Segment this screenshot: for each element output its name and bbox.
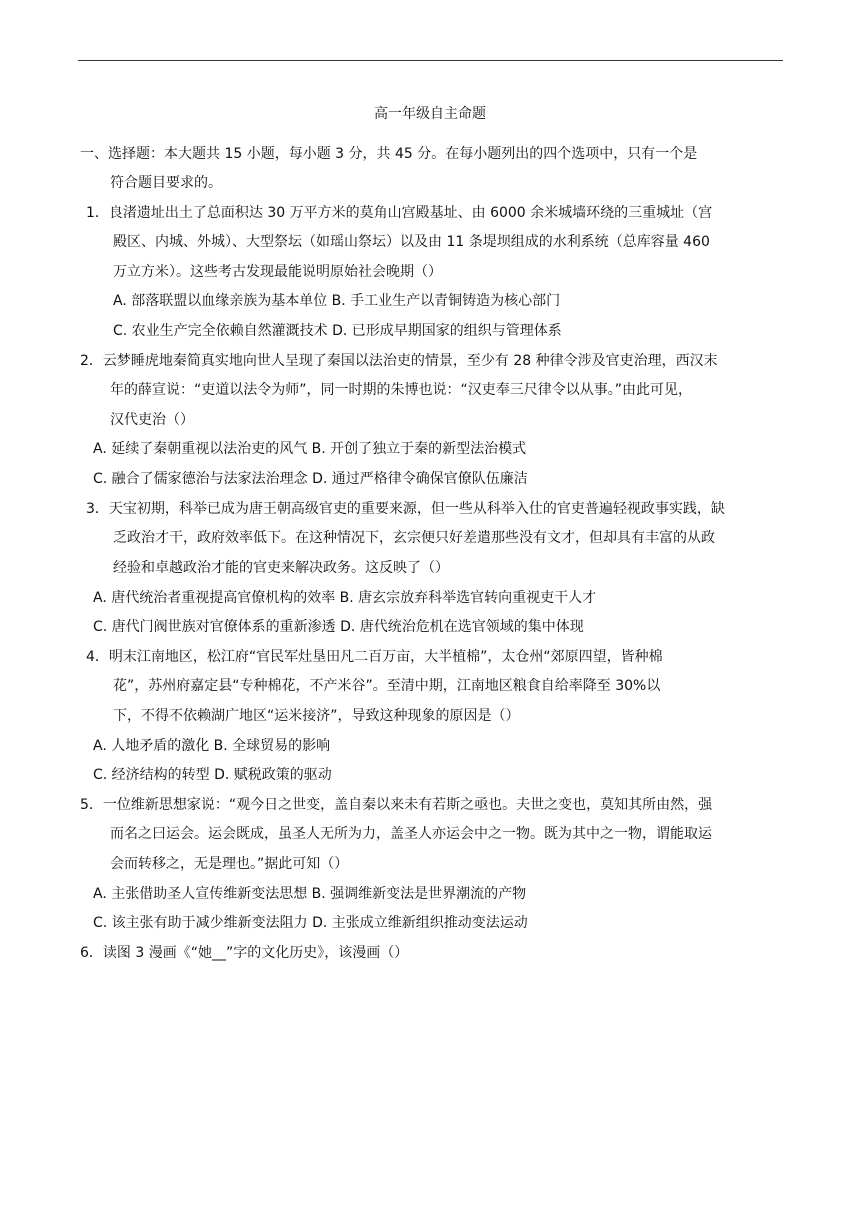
section-intro-line: 一、选择题：本大题共 15 小题，每小题 3 分，共 45 分。在每小题列出的四个选项中，只有一个是 [80, 146, 698, 162]
question-3-stem-line: 乏政治才干，政府效率低下。在这种情况下，玄宗便只好差遣那些没有文才，但却具有丰富的从政 [113, 530, 715, 546]
question-2-stem-line: 年的薛宣说：“吏道以法令为师”，同一时期的朱博也说：“汉吏奉三尺律令以从事。”由此可见， [110, 382, 693, 398]
header-rule [78, 60, 783, 61]
question-4-stem-line: 4．明末江南地区，松江府“官民军灶垦田凡二百万亩，大半植棉”，太仓州“郊原四望，皆种棉 [86, 649, 663, 665]
question-3-option-line: C. 唐代门阀世族对官僚体系的重新渗透 D. 唐代统治危机在选官领域的集中体现 [93, 619, 584, 635]
question-5-option-line: C. 该主张有助于减少维新变法阻力 D. 主张成立维新组织推动变法运动 [93, 915, 528, 931]
question-1-option-line: A. 部落联盟以血缘亲族为基本单位 B. 手工业生产以青铜铸造为核心部门 [113, 293, 561, 309]
question-4-stem-line: 花”，苏州府嘉定县“专种棉花，不产米谷”。至清中期，江南地区粮食自给率降至 30%以 [113, 678, 661, 694]
question-4-option-line: C. 经济结构的转型 D. 赋税政策的驱动 [93, 767, 332, 783]
question-3-option-line: A. 唐代统治者重视提高官僚机构的效率 B. 唐玄宗放弃科举选官转向重视吏干人才 [93, 590, 597, 606]
question-5-stem-line: 5．一位维新思想家说：“观今日之世变，盖自秦以来未有若斯之亟也。夫世之变也，莫知其所由然，强 [80, 797, 713, 813]
section-intro-line: 符合题目要求的。 [110, 175, 222, 191]
question-4-stem-line: 下，不得不依赖湖广地区“运米接济”，导致这种现象的原因是（） [113, 708, 520, 724]
question-2-option-line: A. 延续了秦朝重视以法治吏的风气 B. 开创了独立于秦的新型法治模式 [93, 441, 527, 457]
question-1-stem-line: 殿区、内城、外城）、大型祭坛（如瑶山祭坛）以及由 11 条堤坝组成的水利系统（总库容量 460 [113, 234, 710, 250]
question-5-stem-line: 而名之曰运会。运会既成，虽圣人无所为力，盖圣人亦运会中之一物。既为其中之一物，谓能取运 [110, 826, 712, 842]
question-2-stem-line: 2．云梦睡虎地秦简真实地向世人呈现了秦国以法治吏的情景，至少有 28 种律令涉及官吏治理，西汉末 [80, 353, 718, 369]
question-5-stem-line: 会而转移之，无是理也。”据此可知（） [110, 856, 349, 872]
question-1-option-line: C. 农业生产完全依赖自然灌溉技术 D. 已形成早期国家的组织与管理体系 [113, 323, 562, 339]
question-1-stem-line: 万立方米）。这些考古发现最能说明原始社会晚期（） [113, 264, 442, 280]
question-6-stem-line: 6．读图 3 漫画《“她__”字的文化历史》，该漫画（） [80, 945, 409, 961]
question-3-stem-line: 3．天宝初期，科举已成为唐王朝高级官吏的重要来源，但一些从科举入仕的官吏普遍轻视政事实践，缺 [86, 501, 725, 517]
page-title: 高一年级自主命题 [374, 106, 486, 122]
question-5-option-line: A. 主张借助圣人宣传维新变法思想 B. 强调维新变法是世界潮流的产物 [93, 886, 527, 902]
question-3-stem-line: 经验和卓越政治才能的官吏来解决政务。这反映了（） [113, 560, 449, 576]
question-1-stem-line: 1．良渚遗址出土了总面积达 30 万平方米的莫角山宫殿基址、由 6000 余米城墙环绕的三重城址（宫 [86, 205, 713, 221]
question-2-option-line: C. 融合了儒家德治与法家法治理念 D. 通过严格律令确保官僚队伍廉洁 [93, 471, 528, 487]
question-2-stem-line: 汉代吏治（） [110, 412, 194, 428]
question-4-option-line: A. 人地矛盾的激化 B. 全球贸易的影响 [93, 738, 331, 754]
